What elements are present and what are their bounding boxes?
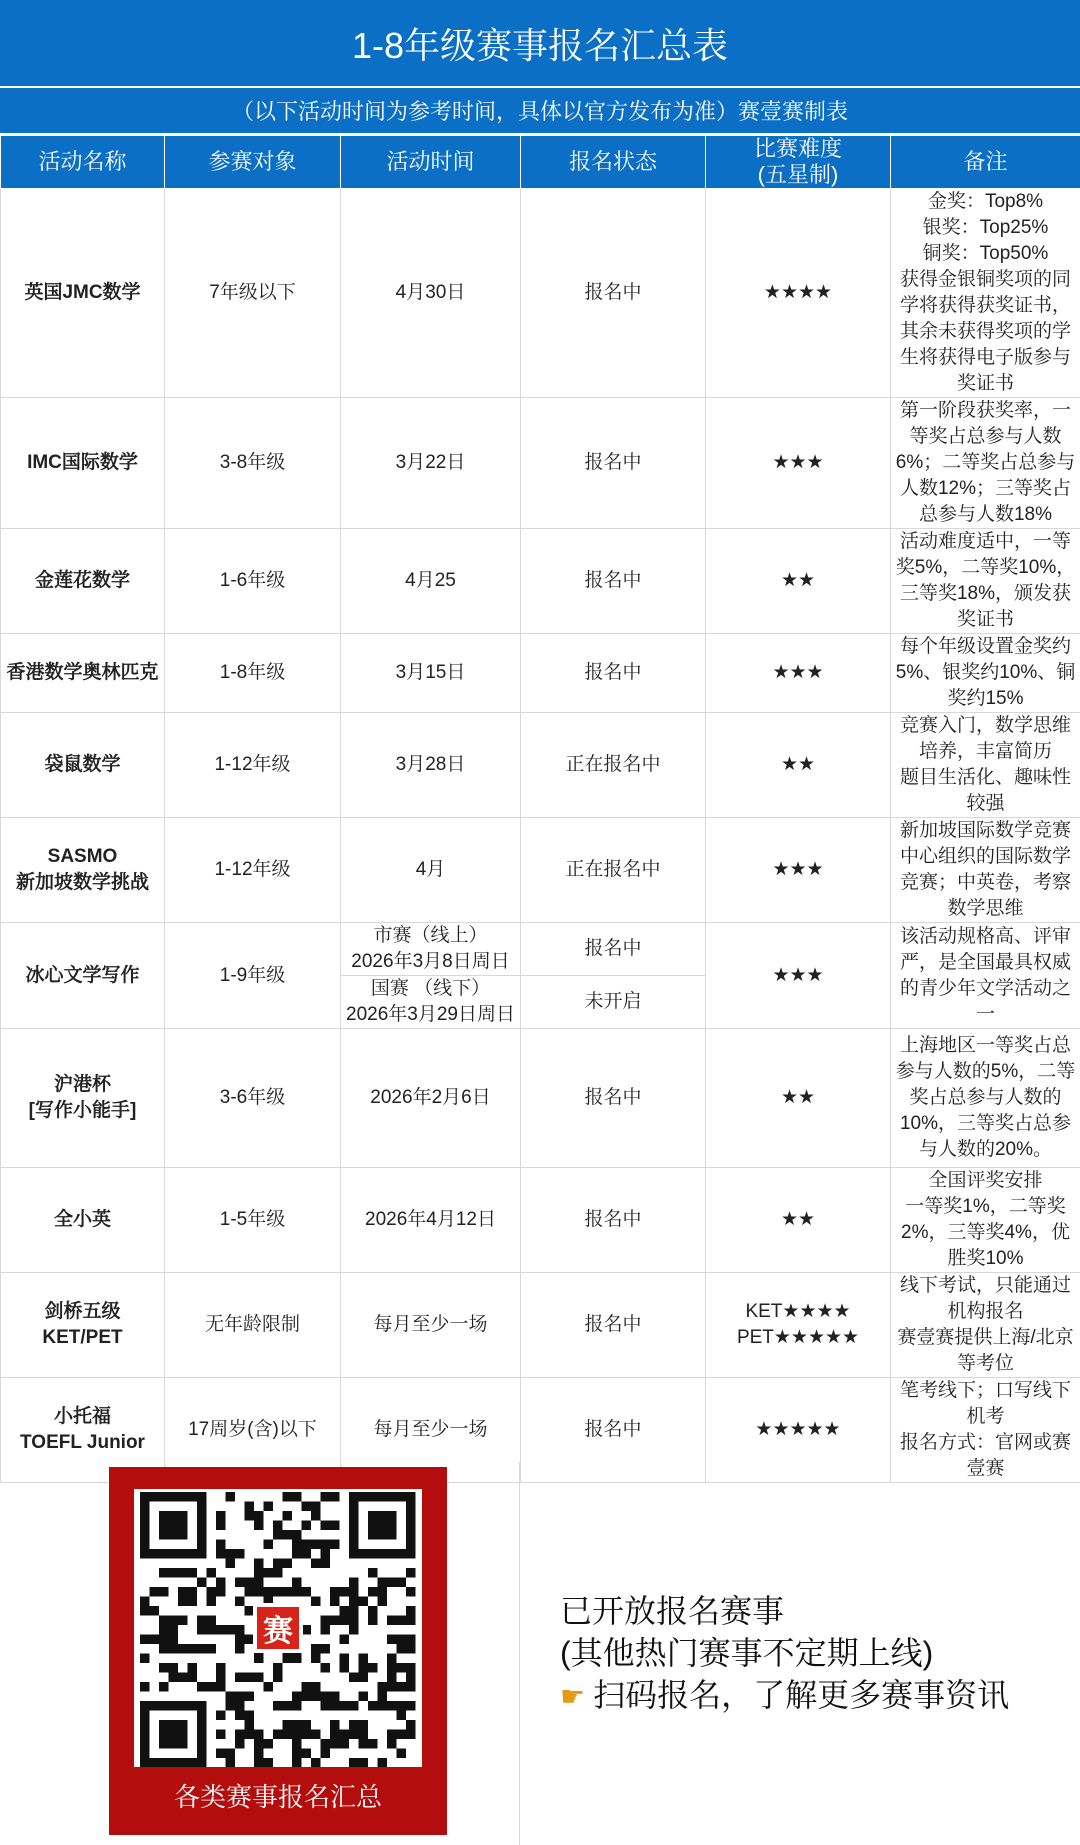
- table-row: [1, 398, 1080, 529]
- row-status: 报名中: [521, 1378, 706, 1483]
- row-target: 7年级以下: [165, 189, 341, 398]
- table-row: [1, 529, 1080, 634]
- row-time: 4月30日: [341, 189, 521, 398]
- row-note: 线下考试，只能通过机构报名 赛壹赛提供上海/北京等考位: [891, 1273, 1080, 1378]
- row-note: 每个年级设置金奖约5%、银奖约10%、铜奖约15%: [891, 634, 1080, 713]
- page-title: 1-8年级赛事报名汇总表: [0, 0, 1080, 88]
- promo-line-2: (其他热门赛事不定期上线): [560, 1635, 934, 1671]
- table-row: [1, 818, 1080, 923]
- row-status: 报名中: [521, 189, 706, 398]
- pointing-hand-icon: ☛: [560, 1681, 586, 1712]
- row-name: 香港数学奥林匹克: [1, 634, 165, 713]
- row-note: 新加坡国际数学竞赛中心组织的国际数学竞赛；中英卷，考察数学思维: [891, 818, 1080, 923]
- row-note: 活动难度适中，一等奖5%，二等奖10%，三等奖18%，颁发获奖证书: [891, 529, 1080, 634]
- page-subtitle: （以下活动时间为参考时间，具体以官方发布为准）赛壹赛制表: [0, 88, 1080, 135]
- row-note: 上海地区一等奖占总参与人数的5%，二等奖占总参与人数的10%，三等奖占总参与人数的20%。: [891, 1029, 1080, 1168]
- row-target: 1-5年级: [165, 1168, 341, 1273]
- table-row: [1, 713, 1080, 818]
- row-time-national: 国赛 （线下） 2026年3月29日周日: [341, 976, 521, 1029]
- row-target: 1-9年级: [165, 923, 341, 1029]
- row-target: 无年龄限制: [165, 1273, 341, 1378]
- row-status: 报名中: [521, 1029, 706, 1168]
- row-target: 1-12年级: [165, 818, 341, 923]
- row-status: 报名中: [521, 1168, 706, 1273]
- row-stars: ★★★: [706, 634, 891, 713]
- row-stars: ★★: [706, 713, 891, 818]
- row-stars: ★★★★★: [706, 1378, 891, 1483]
- row-target: 1-6年级: [165, 529, 341, 634]
- table-row: [1, 189, 1080, 398]
- row-status: 报名中: [521, 529, 706, 634]
- row-time: 2026年2月6日: [341, 1029, 521, 1168]
- row-note: 第一阶段获奖率，一等奖占总参与人数6%；二等奖占总参与人数12%；三等奖占总参与人数18%: [891, 398, 1080, 529]
- footer: [0, 1462, 1080, 1845]
- qr-card[interactable]: [109, 1467, 447, 1835]
- row-name: 袋鼠数学: [1, 713, 165, 818]
- row-name: SASMO 新加坡数学挑战: [1, 818, 165, 923]
- row-target: 1-12年级: [165, 713, 341, 818]
- row-name: 金莲花数学: [1, 529, 165, 634]
- row-time: 3月22日: [341, 398, 521, 529]
- row-note: 全国评奖安排 一等奖1%，二等奖2%，三等奖4%，优胜奖10%: [891, 1168, 1080, 1273]
- row-stars: KET★★★★ PET★★★★★: [706, 1273, 891, 1378]
- row-time: 每月至少一场: [341, 1378, 521, 1483]
- table-row: [1, 1029, 1080, 1168]
- promo-line-3: [560, 1674, 1009, 1718]
- row-target: 17周岁(含)以下: [165, 1378, 341, 1483]
- row-status: 正在报名中: [521, 818, 706, 923]
- row-name: IMC国际数学: [1, 398, 165, 529]
- row-stars: ★★: [706, 1029, 891, 1168]
- row-status: 正在报名中: [521, 713, 706, 818]
- row-stars: ★★★: [706, 818, 891, 923]
- row-time: 4月25: [341, 529, 521, 634]
- table-row: [1, 1168, 1080, 1273]
- row-stars: ★★★: [706, 398, 891, 529]
- row-stars: ★★★★: [706, 189, 891, 398]
- row-name: 沪港杯 [写作小能手]: [1, 1029, 165, 1168]
- row-time-city: 市赛（线上） 2026年3月8日周日: [341, 923, 521, 976]
- header-name: 活动名称: [1, 136, 165, 189]
- promo-text: [560, 1590, 1009, 1718]
- promo-line-1: 已开放报名赛事: [560, 1593, 785, 1629]
- row-time: 4月: [341, 818, 521, 923]
- table-row: [1, 634, 1080, 713]
- row-note: 金奖：Top8% 银奖：Top25% 铜奖：Top50% 获得金银铜奖项的同学将获得获奖证书，其余未获得奖项的学生将获得电子版参与奖证书: [891, 189, 1080, 398]
- row-time: 3月15日: [341, 634, 521, 713]
- header-target: 参赛对象: [165, 136, 341, 189]
- row-status: 报名中: [521, 634, 706, 713]
- row-time: 每月至少一场: [341, 1273, 521, 1378]
- row-stars: ★★: [706, 529, 891, 634]
- qr-caption: 各类赛事报名汇总: [173, 1782, 382, 1812]
- row-status-national: 未开启: [521, 976, 706, 1029]
- row-target: 3-6年级: [165, 1029, 341, 1168]
- row-note: 竞赛入门，数学思维培养，丰富简历 题目生活化、趣味性较强: [891, 713, 1080, 818]
- header-time: 活动时间: [341, 136, 521, 189]
- header-difficulty: 比赛难度 (五星制): [706, 136, 891, 189]
- table-header-row: [1, 136, 1080, 189]
- row-stars: ★★★: [706, 923, 891, 1029]
- footer-divider: [519, 1462, 520, 1845]
- row-name: 英国JMC数学: [1, 189, 165, 398]
- row-note: 笔考线下；口写线下机考 报名方式：官网或赛壹赛: [891, 1378, 1080, 1483]
- promo-line-3-text: 扫码报名，了解更多赛事资讯: [593, 1677, 1010, 1713]
- header-status: 报名状态: [521, 136, 706, 189]
- row-target: 1-8年级: [165, 634, 341, 713]
- header-note: 备注: [891, 136, 1080, 189]
- row-note: 该活动规格高、评审严，是全国最具权威的青少年文学活动之一: [891, 923, 1080, 1029]
- row-status: 报名中: [521, 398, 706, 529]
- row-time: 2026年4月12日: [341, 1168, 521, 1273]
- table-row: [1, 923, 1080, 976]
- row-target: 3-8年级: [165, 398, 341, 529]
- qr-code[interactable]: [134, 1489, 422, 1767]
- row-stars: ★★: [706, 1168, 891, 1273]
- qr-logo: 赛: [253, 1603, 303, 1653]
- row-name: 全小英: [1, 1168, 165, 1273]
- row-status-city: 报名中: [521, 923, 706, 976]
- row-time: 3月28日: [341, 713, 521, 818]
- table-row: [1, 1273, 1080, 1378]
- row-status: 报名中: [521, 1273, 706, 1378]
- row-name: 剑桥五级 KET/PET: [1, 1273, 165, 1378]
- row-name: 冰心文学写作: [1, 923, 165, 1029]
- row-name: 小托福 TOEFL Junior: [1, 1378, 165, 1483]
- competition-table: [0, 135, 1080, 1483]
